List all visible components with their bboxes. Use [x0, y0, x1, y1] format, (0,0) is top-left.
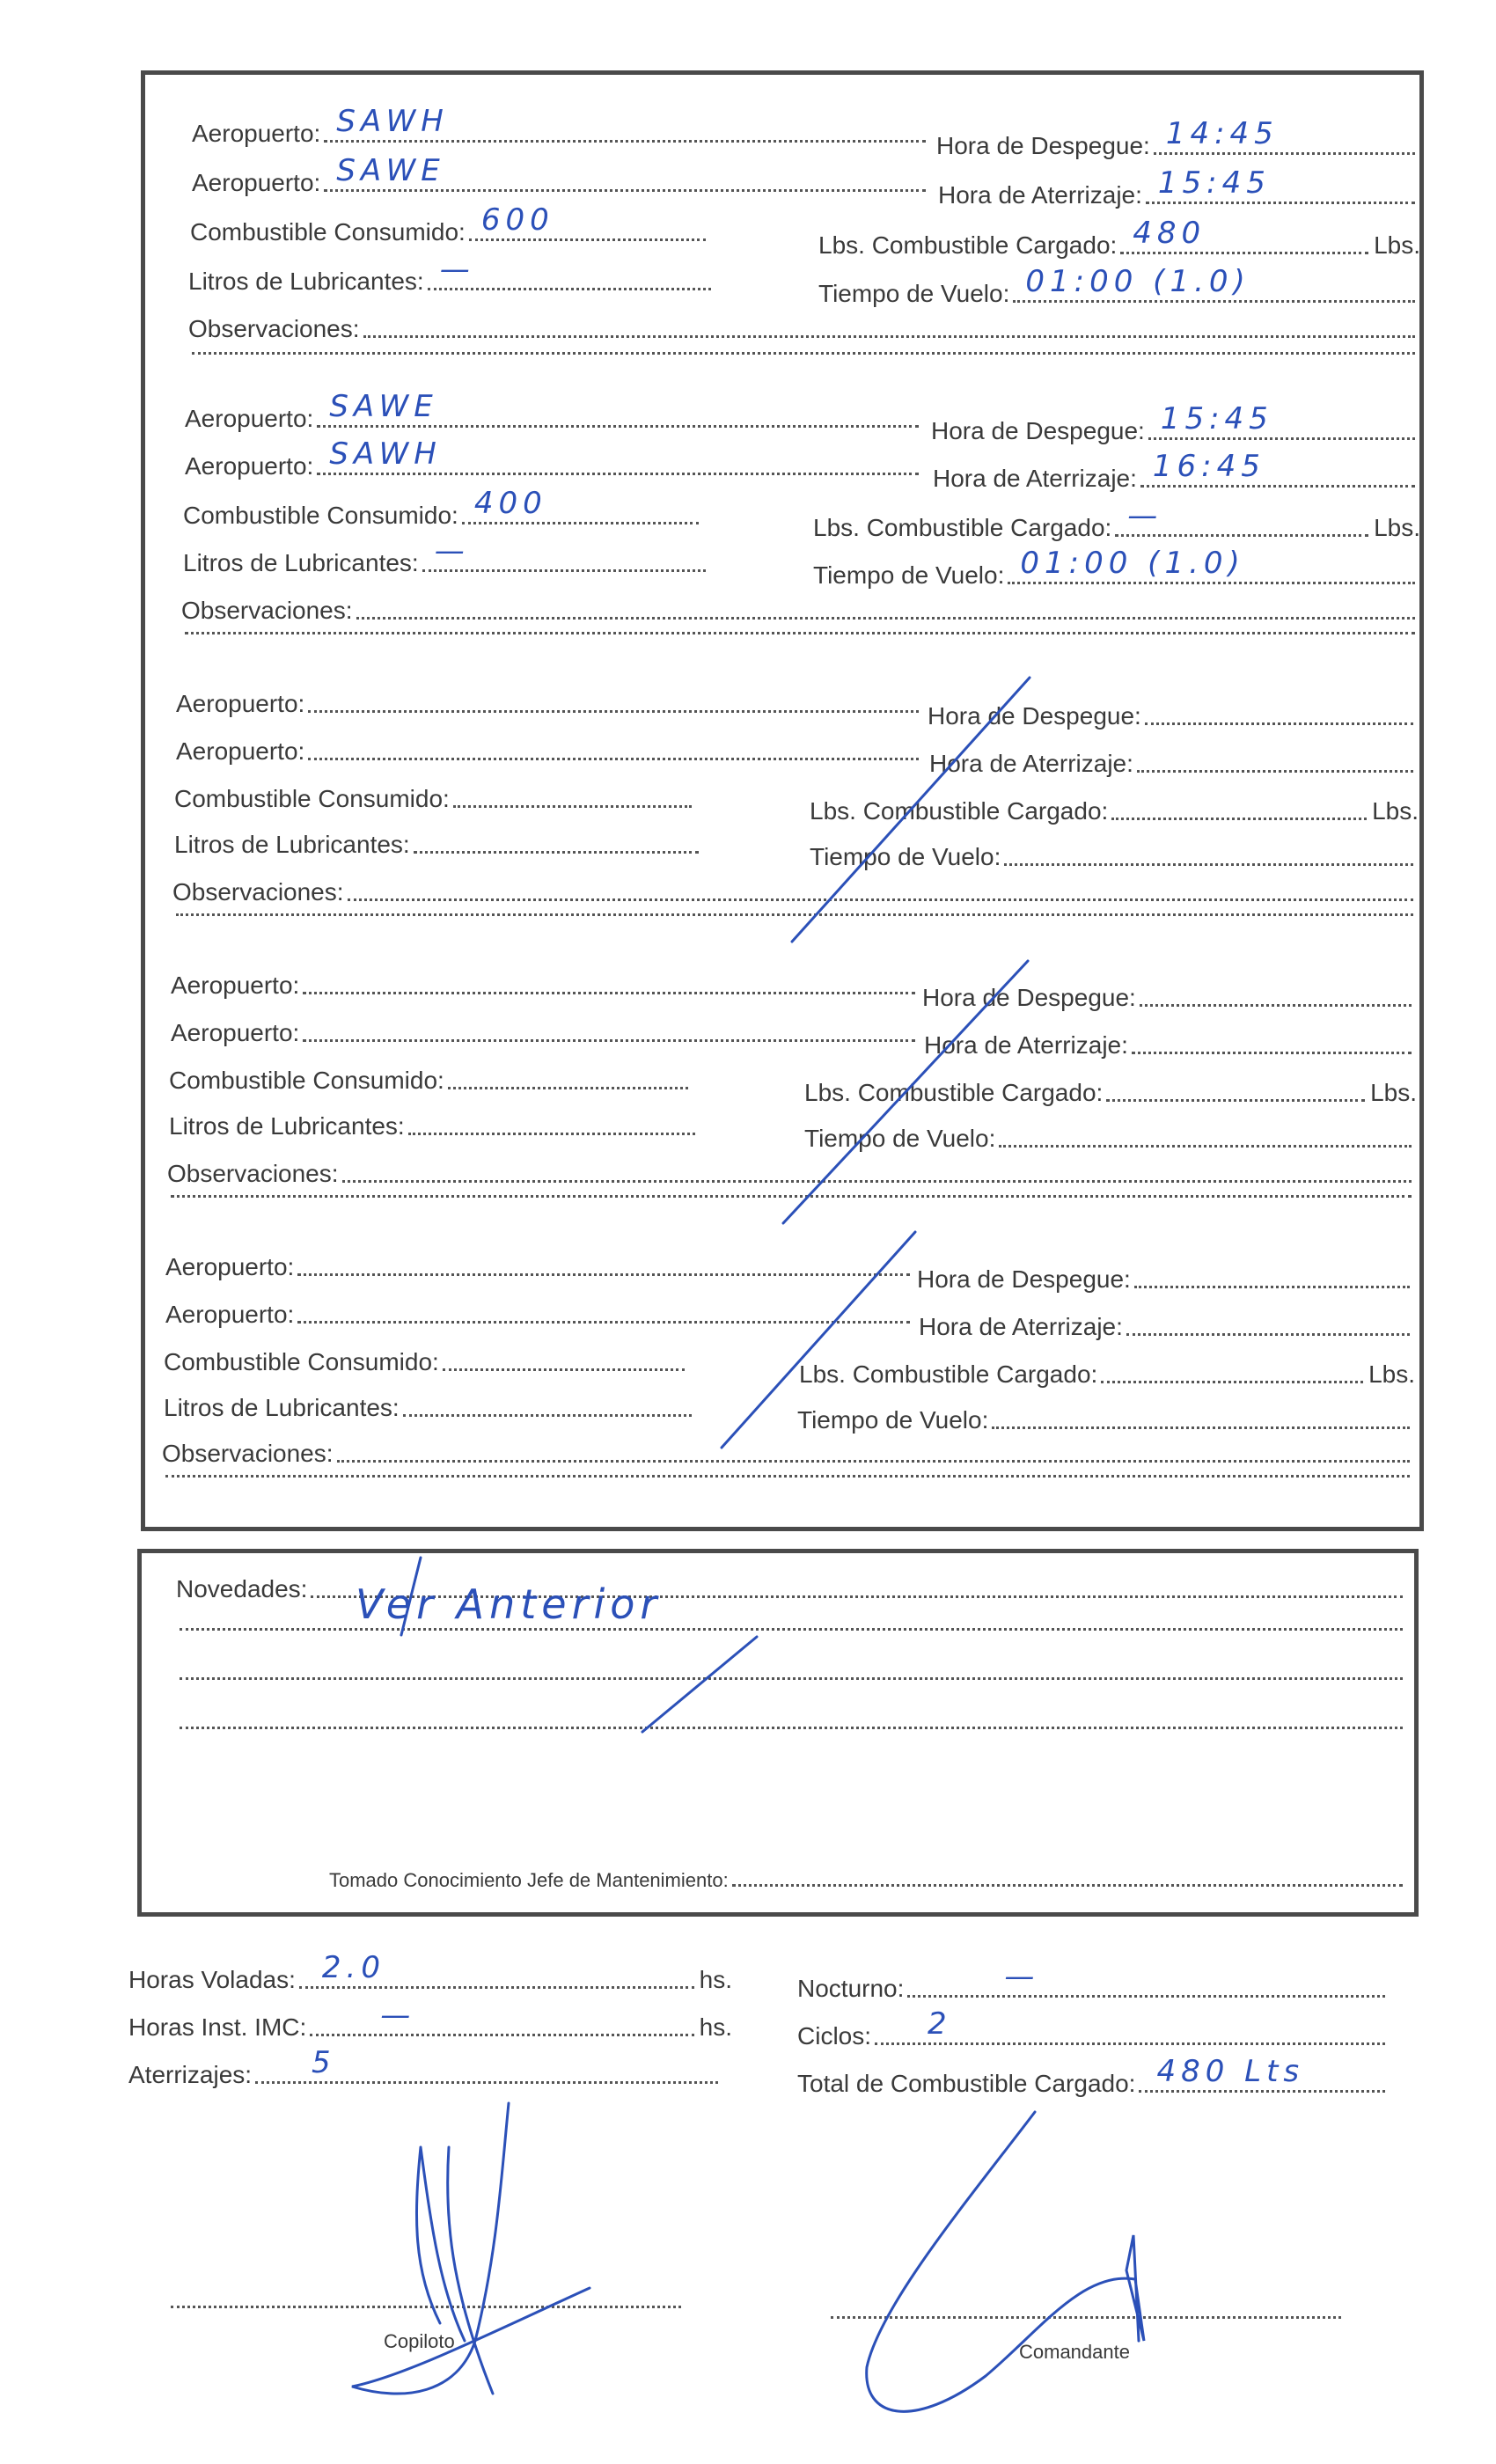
flight5-observations-row	[162, 1441, 1415, 1466]
flight5-landing-field[interactable]	[1126, 1333, 1410, 1336]
flight5-airport-to-field[interactable]	[297, 1321, 910, 1324]
novedades-signoff-label: Tomado Conocimiento Jefe de Mantenimiento:	[329, 1869, 729, 1891]
flight5-takeoff-field[interactable]	[1134, 1286, 1410, 1288]
copilot-label: Copiloto	[384, 2330, 455, 2352]
flight2-fuel-used-label: Combustible Consumido:	[183, 502, 458, 529]
flight3-observations-field[interactable]	[348, 898, 1413, 901]
flight5-flight-time-label: Tiempo de Vuelo:	[797, 1406, 989, 1434]
flight1-airport-to-value[interactable]: SAWE	[336, 153, 445, 188]
flight1-takeoff-label: Hora de Despegue:	[936, 132, 1150, 159]
flight1-landing-row	[938, 165, 1420, 209]
novedades-line4	[176, 1727, 1408, 1733]
landings-label: Aterrizajes:	[128, 2061, 253, 2088]
flight4-observations-label: Observaciones:	[167, 1160, 339, 1187]
flight4-fuel-used-field[interactable]	[448, 1087, 688, 1089]
flight4-airport-to-field[interactable]	[303, 1039, 915, 1042]
flight3-fuel-unit: Lbs.	[1372, 797, 1419, 825]
hours-flown-label: Horas Voladas:	[128, 1966, 296, 1993]
flight4-fuel-loaded-label: Lbs. Combustible Cargado:	[804, 1079, 1104, 1106]
novedades-text[interactable]: Ver Anterior	[356, 1580, 663, 1628]
flight4-fuel-loaded-field[interactable]	[1106, 1099, 1365, 1102]
flight2-observations-field[interactable]	[356, 617, 1415, 620]
flight1-takeoff-value[interactable]: 14:45	[1165, 116, 1279, 151]
flight1-observations-line2	[188, 352, 1420, 358]
flight4-landing-label: Hora de Aterrizaje:	[924, 1031, 1128, 1059]
novedades-signoff-row	[329, 1871, 1408, 1890]
flight4-landing-field[interactable]	[1132, 1052, 1412, 1054]
flight2-fuel-used-row	[183, 486, 704, 529]
flight4-takeoff-row	[922, 986, 1417, 1010]
commander-signature	[867, 2112, 1144, 2411]
flight5-fuel-unit: Lbs.	[1368, 1360, 1415, 1388]
landings-value[interactable]: 5	[312, 2045, 336, 2080]
flight3-fuel-loaded-row	[810, 799, 1419, 824]
flight2-airport-to-row	[185, 436, 924, 480]
copilot-signature-line[interactable]	[167, 2306, 686, 2312]
flight1-landing-label: Hora de Aterrizaje:	[938, 181, 1142, 209]
flight1-takeoff-row	[936, 116, 1420, 159]
flight3-airport-to-row	[176, 739, 924, 764]
flight3-airport-to-field[interactable]	[308, 758, 919, 760]
flight2-airport-from-row	[185, 389, 924, 432]
flight5-landing-label: Hora de Aterrizaje:	[919, 1313, 1123, 1340]
flight3-observations-label: Observaciones:	[172, 878, 344, 906]
flight3-fuel-used-field[interactable]	[453, 805, 692, 808]
imc-value[interactable]: —	[380, 1998, 416, 2033]
flight1-lubricant-value[interactable]: —	[439, 252, 475, 287]
flight5-airport-to-label: Aeropuerto:	[165, 1301, 295, 1328]
flight4-lubricant-field[interactable]	[408, 1133, 695, 1135]
hours-flown-value[interactable]: 2.0	[321, 1950, 385, 1985]
flight4-observations-field[interactable]	[342, 1180, 1412, 1183]
flight4-airport-to-row	[171, 1021, 920, 1045]
flight4-flight-time-field[interactable]	[999, 1145, 1412, 1148]
flight2-fuel-loaded-row	[813, 498, 1420, 541]
flight4-lubricant-row	[169, 1114, 700, 1139]
flight3-landing-label: Hora de Aterrizaje:	[929, 750, 1133, 777]
flight1-fuel-loaded-label: Lbs. Combustible Cargado:	[818, 231, 1118, 259]
flight1-flight-time-row	[818, 264, 1420, 307]
flight3-observations-row	[172, 880, 1419, 905]
flight2-observations-line2	[181, 632, 1420, 638]
flight1-airport-from-label: Aeropuerto:	[192, 120, 321, 147]
flight2-observations-row	[181, 598, 1420, 623]
flight5-fuel-used-field[interactable]	[443, 1368, 685, 1371]
flight4-observations-line2	[167, 1195, 1417, 1201]
imc-row	[128, 1998, 732, 2041]
flight1-fuel-used-value[interactable]: 600	[480, 202, 554, 238]
flight2-takeoff-value[interactable]: 15:45	[1160, 401, 1273, 436]
flight5-lubricant-label: Litros de Lubricantes:	[164, 1394, 400, 1421]
flight5-fuel-loaded-field[interactable]	[1101, 1381, 1363, 1383]
cycles-label: Ciclos:	[797, 2022, 872, 2050]
flight3-landing-field[interactable]	[1137, 770, 1413, 773]
flight3-airport-from-row	[176, 692, 924, 716]
flight1-lubricant-label: Litros de Lubricantes:	[188, 268, 424, 295]
imc-unit: hs.	[699, 2013, 732, 2041]
total-fuel-label: Total de Combustible Cargado:	[797, 2070, 1136, 2097]
flight1-airport-to-row	[192, 153, 931, 196]
flight4-landing-row	[924, 1033, 1417, 1058]
night-row	[797, 1959, 1390, 2002]
night-label: Nocturno:	[797, 1975, 905, 2002]
flight3-fuel-loaded-label: Lbs. Combustible Cargado:	[810, 797, 1109, 825]
flight2-observations-label: Observaciones:	[181, 597, 353, 624]
flight3-lubricant-label: Litros de Lubricantes:	[174, 831, 410, 858]
novedades-frame	[137, 1549, 1419, 1917]
flight5-fuel-loaded-row	[799, 1362, 1415, 1387]
flight1-fuel-loaded-value[interactable]: 480	[1133, 216, 1206, 251]
flight2-fuel-loaded-value[interactable]: —	[1127, 498, 1163, 533]
flight4-takeoff-label: Hora de Despegue:	[922, 984, 1136, 1011]
flight2-lubricant-label: Litros de Lubricantes:	[183, 549, 419, 576]
flight3-airport-from-label: Aeropuerto:	[176, 690, 305, 717]
flight3-flight-time-row	[810, 845, 1419, 869]
flight5-fuel-loaded-label: Lbs. Combustible Cargado:	[799, 1360, 1098, 1388]
flight4-takeoff-field[interactable]	[1140, 1004, 1412, 1007]
flight2-airport-from-value[interactable]: SAWE	[329, 389, 438, 424]
flight2-takeoff-row	[931, 401, 1420, 444]
flight5-landing-row	[919, 1315, 1415, 1339]
flight4-airport-from-row	[171, 973, 920, 998]
flight2-airport-to-label: Aeropuerto:	[185, 452, 314, 480]
flight1-airport-from-value[interactable]: SAWH	[336, 104, 449, 139]
flight5-airport-from-label: Aeropuerto:	[165, 1253, 295, 1280]
flight5-flight-time-field[interactable]	[992, 1426, 1410, 1429]
flight4-observations-row	[167, 1162, 1417, 1186]
flight3-fuel-used-label: Combustible Consumido:	[174, 785, 450, 812]
flight2-landing-row	[933, 449, 1420, 492]
flight2-fuel-used-value[interactable]: 400	[473, 486, 547, 521]
flight1-observations-field[interactable]	[363, 335, 1415, 338]
flight4-flight-time-row	[804, 1126, 1417, 1151]
flight4-airport-to-label: Aeropuerto:	[171, 1019, 300, 1046]
cycles-value[interactable]: 2	[928, 2006, 952, 2042]
flight1-lubricant-row	[188, 252, 716, 295]
flight2-fuel-loaded-label: Lbs. Combustible Cargado:	[813, 514, 1112, 541]
flight1-fuel-used-row	[190, 202, 711, 246]
flight4-lubricant-label: Litros de Lubricantes:	[169, 1112, 405, 1140]
commander-label: Comandante	[1019, 2341, 1130, 2363]
flight3-flight-time-label: Tiempo de Vuelo:	[810, 843, 1001, 870]
flight4-fuel-used-label: Combustible Consumido:	[169, 1067, 444, 1094]
flight2-landing-label: Hora de Aterrizaje:	[933, 465, 1137, 492]
flight5-flight-time-row	[797, 1408, 1415, 1433]
flight5-airport-to-row	[165, 1302, 915, 1327]
flight1-airport-to-label: Aeropuerto:	[192, 169, 321, 196]
flight5-fuel-used-row	[164, 1350, 690, 1375]
flight2-fuel-unit: Lbs.	[1374, 514, 1420, 541]
flight5-lubricant-field[interactable]	[403, 1414, 692, 1417]
flight3-takeoff-row	[928, 704, 1419, 729]
flight3-fuel-loaded-field[interactable]	[1111, 818, 1367, 820]
flight3-observations-line2	[172, 913, 1419, 920]
flight1-observations-label: Observaciones:	[188, 315, 360, 342]
flight2-landing-value[interactable]: 16:45	[1152, 449, 1265, 484]
flight1-fuel-unit: Lbs.	[1374, 231, 1420, 259]
flight3-fuel-used-row	[174, 787, 697, 811]
flight5-observations-label: Observaciones:	[162, 1440, 334, 1467]
flight3-airport-to-label: Aeropuerto:	[176, 737, 305, 765]
flight3-takeoff-label: Hora de Despegue:	[928, 702, 1141, 730]
flight5-airport-from-field[interactable]	[297, 1273, 910, 1276]
flight5-lubricant-row	[164, 1396, 697, 1420]
flight2-lubricant-value[interactable]: —	[434, 533, 470, 568]
flight3-lubricant-field[interactable]	[414, 851, 699, 854]
flight2-takeoff-label: Hora de Despegue:	[931, 417, 1145, 444]
flight1-fuel-loaded-row	[818, 216, 1420, 259]
hours-flown-unit: hs.	[699, 1966, 732, 1993]
hours-flown-row	[128, 1950, 732, 1993]
novedades-line3	[176, 1677, 1408, 1683]
flight5-airport-from-row	[165, 1255, 915, 1280]
total-fuel-row	[797, 2054, 1390, 2097]
flight3-airport-from-field[interactable]	[308, 710, 919, 713]
commander-signature-line[interactable]	[827, 2316, 1346, 2322]
novedades-label: Novedades:	[176, 1575, 308, 1602]
flight1-flight-time-label: Tiempo de Vuelo:	[818, 280, 1010, 307]
flight4-flight-time-label: Tiempo de Vuelo:	[804, 1125, 996, 1152]
flight1-flight-time-value[interactable]: 01:00 (1.0)	[1025, 264, 1250, 299]
night-value[interactable]: —	[1004, 1959, 1040, 1994]
flight5-takeoff-label: Hora de Despegue:	[917, 1265, 1131, 1293]
flight1-airport-from-row	[192, 104, 931, 147]
flight4-fuel-unit: Lbs.	[1370, 1079, 1417, 1106]
cycles-row	[797, 2006, 1390, 2050]
flight3-lubricant-row	[174, 832, 704, 857]
flight5-observations-line2	[162, 1475, 1415, 1481]
flight5-fuel-used-label: Combustible Consumido:	[164, 1348, 439, 1375]
total-fuel-value[interactable]: 480 Lts	[1156, 2054, 1305, 2089]
flight3-takeoff-field[interactable]	[1145, 722, 1413, 725]
flight3-flight-time-field[interactable]	[1004, 863, 1413, 866]
flight1-observations-row	[188, 317, 1420, 341]
flight2-flight-time-value[interactable]: 01:00 (1.0)	[1020, 546, 1245, 581]
flight4-fuel-loaded-row	[804, 1081, 1417, 1105]
flight2-lubricant-row	[183, 533, 711, 576]
flight2-flight-time-label: Tiempo de Vuelo:	[813, 561, 1005, 589]
flight5-observations-field[interactable]	[337, 1460, 1410, 1463]
flight2-flight-time-row	[813, 546, 1420, 589]
landings-row	[128, 2045, 723, 2088]
flight4-airport-from-label: Aeropuerto:	[171, 972, 300, 999]
flight2-airport-from-label: Aeropuerto:	[185, 405, 314, 432]
flight4-fuel-used-row	[169, 1068, 693, 1093]
novedades-signoff-field[interactable]	[732, 1884, 1403, 1887]
flight4-airport-from-field[interactable]	[303, 992, 915, 994]
flight2-airport-to-value[interactable]: SAWH	[329, 436, 442, 472]
flight1-landing-value[interactable]: 15:45	[1157, 165, 1271, 201]
flight5-takeoff-row	[917, 1267, 1415, 1292]
imc-label: Horas Inst. IMC:	[128, 2013, 307, 2041]
flight3-landing-row	[929, 752, 1419, 776]
flight1-fuel-used-label: Combustible Consumido:	[190, 218, 466, 246]
